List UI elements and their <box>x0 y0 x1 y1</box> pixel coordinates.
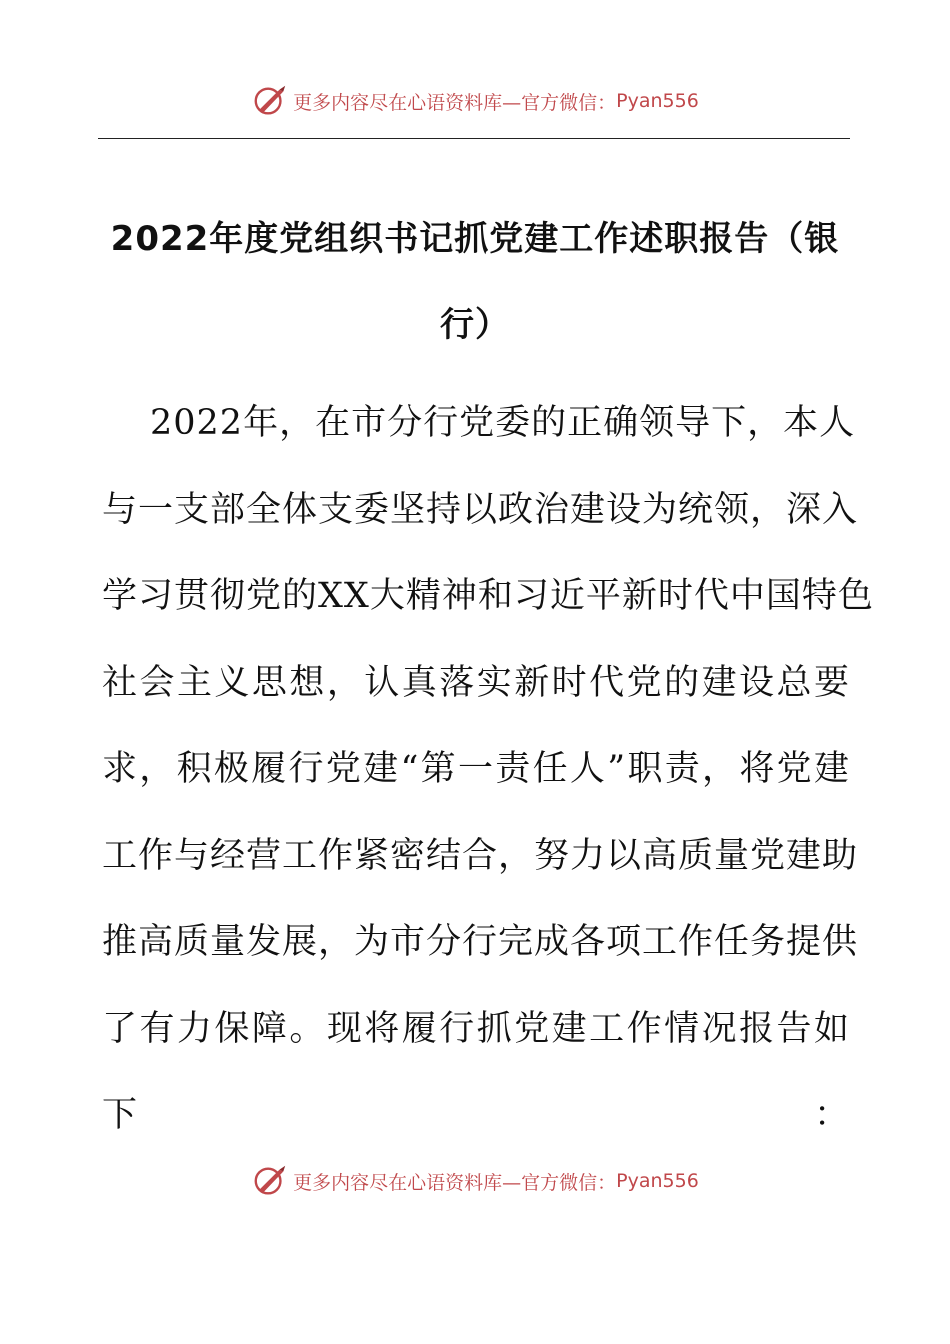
title-line-1: 2022年度党组织书记抓党建工作述职报告（银 <box>110 219 840 259</box>
watermark-id: Pyan556 <box>616 90 699 112</box>
body-line: 推高质量发展，为市分行完成各项工作任务提供 <box>102 922 859 962</box>
body-line: 工作与经营工作紧密结合，努力以高质量党建助 <box>102 835 859 876</box>
footer-watermark <box>0 1162 950 1200</box>
body-line: 学习贯彻党的XX大精神和习近平新时代中国特色 <box>102 576 874 616</box>
body-line: 下： <box>102 1095 850 1135</box>
body-line: 2022年，在市分行党委的正确领导下，本人 <box>150 403 856 443</box>
body-line: 社会主义思想，认真落实新时代党的建设总要 <box>102 662 850 703</box>
header-watermark <box>0 82 950 120</box>
watermark-text: 更多内容尽在心语资料库—官方微信： <box>293 1171 617 1194</box>
watermark-text: 更多内容尽在心语资料库—官方微信： <box>293 91 617 114</box>
body-paragraph <box>102 380 874 1159</box>
pen-logo-icon <box>251 82 289 120</box>
body-line: 求，积极履行党建“第一责任人”职责，将党建 <box>102 749 850 789</box>
body-line: 了有力保障。现将履行抓党建工作情况报告如 <box>102 1008 850 1049</box>
watermark-id: Pyan556 <box>616 1170 699 1192</box>
title-line-2: 行） <box>440 305 510 345</box>
body-line: 与一支部全体支委坚持以政治建设为统领，深入 <box>102 489 859 530</box>
header-rule <box>98 138 850 139</box>
document-title <box>100 196 850 368</box>
pen-logo-icon <box>251 1162 289 1200</box>
